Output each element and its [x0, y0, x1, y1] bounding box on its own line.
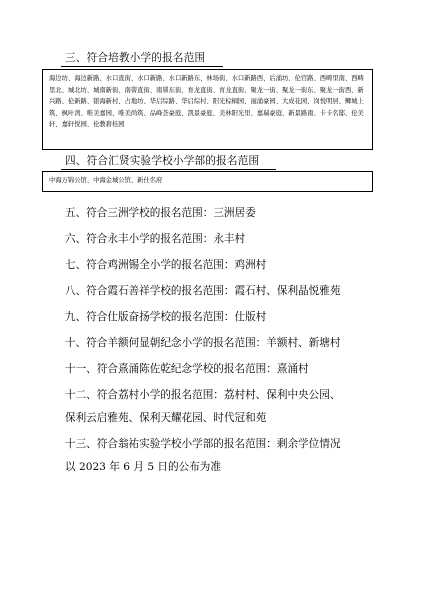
list-item	[65, 259, 266, 272]
item-label: 十三、符合翁祐实验学校小学部的报名范围：	[65, 438, 277, 450]
section3-range-text: 海边坊、海边新路、水口直街、水口新路、水口新路东、林场街、水口新路西、后涌坊、伦官路、西畴里南、西畴里北、城北坊、城南新街、南罾直街、南罾东街、育龙直街、育龙直街、聚龙一街、聚龙一街东、聚龙一街西、新兴路、伦新路、银海新村、占地坊、华启综路、华启综村、阳光棕榈园、丽涌豪园、大成花园、岗悦明居、鲫城上筑、枫叶湾、唯美嘉园、唯美尚筑、品峰荟豪庭、凯景豪庭、美林阳光里、嘉瑞豪庭、新景路南、卡卡名邸、伦美轩、嘉轩悦园、伦教碧桂园	[49, 75, 364, 129]
section4-heading: 四、符合汇贤实验学校小学部的报名范围	[65, 155, 260, 167]
item-label: 六、符合永丰小学的报名范围：	[65, 233, 214, 245]
section4-range-box	[42, 171, 373, 192]
list-item	[65, 389, 340, 402]
item-range: 剩余学位情况	[276, 438, 341, 450]
item-range: 鸡洲村	[234, 259, 267, 271]
list-item	[65, 207, 256, 220]
section3-heading: 三、符合培教小学的报名范围	[65, 52, 206, 64]
item-range: 以 2023 年 6 月 5 日的公布为准	[65, 461, 221, 473]
item-range: 永丰村	[213, 233, 246, 245]
list-item	[65, 285, 340, 298]
item-label: 十、符合羊额何显朝纪念小学的报名范围：	[65, 337, 267, 349]
list-item	[65, 438, 340, 451]
item-label: 七、符合鸡洲锡全小学的报名范围：	[65, 259, 235, 271]
item-range: 霞石村、保利晶悦雅苑	[234, 285, 341, 297]
section4-range-text: 中海万锦公馆、中海金城公馆、新仕名府	[49, 177, 163, 184]
item-range: 荔村村、保利中央公园、	[223, 389, 341, 401]
list-item	[65, 363, 309, 376]
section3-heading-underline	[61, 66, 223, 67]
item-range: 羊额村、新塘村	[266, 337, 341, 349]
item-range: 三洲居委	[213, 207, 256, 219]
list-item	[65, 311, 266, 324]
section3-range-box	[42, 69, 373, 150]
list-item-continuation	[65, 461, 221, 474]
item-label: 十二、符合荔村小学的报名范围：	[65, 389, 224, 401]
item-range: 熹涌村	[276, 363, 309, 375]
section4-heading-underline	[61, 169, 276, 170]
item-label: 十一、符合熹涌陈佐乾纪念学校的报名范围：	[65, 363, 277, 375]
item-label: 八、符合霞石善祥学校的报名范围：	[65, 285, 235, 297]
list-item	[65, 337, 340, 350]
item-label: 九、符合仕版奋扬学校的报名范围：	[65, 311, 235, 323]
list-item-continuation	[65, 412, 266, 425]
item-range: 保利云启雅苑、保利天耀花园、时代冠和苑	[65, 412, 267, 424]
item-label: 五、符合三洲学校的报名范围：	[65, 207, 214, 219]
list-item	[65, 233, 245, 246]
item-range: 仕版村	[234, 311, 267, 323]
